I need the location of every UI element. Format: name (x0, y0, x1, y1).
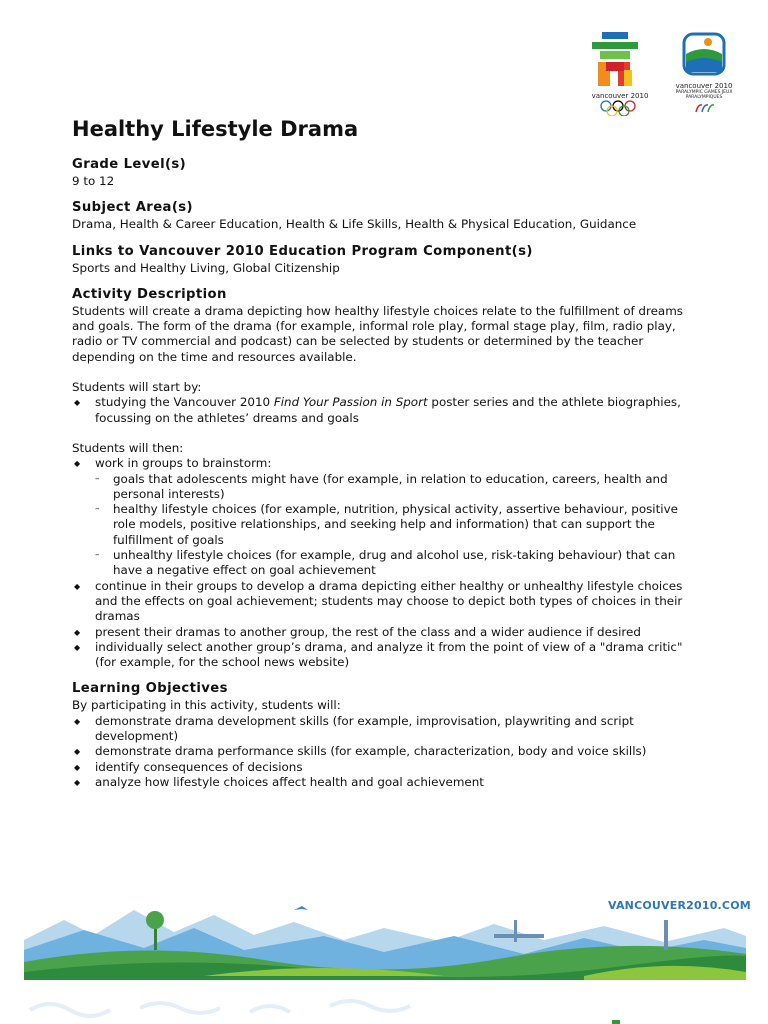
links-value: Sports and Healthy Living, Global Citizenship (72, 260, 340, 275)
links-heading: Links to Vancouver 2010 Education Program Component(s) (72, 243, 533, 259)
subject-area-value: Drama, Health & Career Education, Health & Life Skills, Health & Physical Education, Guidance (72, 217, 637, 232)
list-item: ◆ demonstrate drama development skills (for example, improvisation, playwriting and script development) (72, 714, 698, 745)
vancouver-2010-olympic-logo (584, 26, 656, 116)
start-item-text-end: poster series and the athlete biographies, focussing on the athletes’ dreams and goals (95, 395, 681, 425)
brainstorm-item: work in groups to brainstorm: (95, 456, 272, 471)
subject-area-section (72, 199, 698, 232)
activity-description-heading: Activity Description (72, 286, 227, 302)
list-item: ◆ continue in their groups to develop a drama depicting either healthy or unhealthy lifestyle choices and the effects on goal achievement; students may choose to depict both types of choices in their dramas (72, 579, 698, 625)
grade-level-heading: Grade Level(s) (72, 157, 187, 172)
grade-level-value: 9 to 12 (72, 174, 115, 188)
learning-objectives-section (72, 680, 698, 790)
objectives-list (72, 714, 698, 790)
list-item: ◆ demonstrate drama performance skills (for example, characterization, body and voice skills) (72, 744, 698, 759)
paralympic-emblem-icon (666, 26, 742, 78)
vancouver-2010-paralympic-logo (666, 26, 742, 116)
start-label: Students will start by: (72, 380, 202, 395)
inukshuk-icon (584, 26, 656, 88)
list-item: ◆ individually select another group’s drama, and analyze it from the point of view of a "drama critic" (for example, for the school news website) (72, 640, 698, 671)
start-item-text: studying the Vancouver 2010 (95, 395, 274, 410)
decorative-bottom-art (0, 990, 768, 1024)
footer-url: VANCOUVER2010.COM (608, 899, 751, 912)
then-label: Students will then: (72, 440, 184, 455)
start-list (72, 395, 698, 426)
list-item: ◆ present their dramas to another group, the rest of the class and a wider audience if desired (72, 625, 698, 640)
paralympic-agitos-icon (666, 101, 742, 115)
sub-list-item: – unhealthy lifestyle choices (for example, drug and alcohol use, risk-taking behaviour) that can have a negative effect on goal achievement (95, 548, 698, 579)
links-section (72, 243, 698, 276)
paralympic-logo-subcaption: PARALYMPIC GAMES JEUX PARALYMPIQUES (675, 90, 733, 100)
list-item: ◆ analyze how lifestyle choices affect health and goal achievement (72, 775, 698, 790)
page-title: Healthy Lifestyle Drama (72, 117, 359, 141)
lesson-content (72, 114, 698, 790)
learning-objectives-heading: Learning Objectives (72, 681, 228, 697)
activity-intro-paragraph: Students will create a drama depicting how healthy lifestyle choices relate to the fulfillment of dreams and goals. The form of the drama (for example, informal role play, formal stage play, film, radio play, radio or TV commercial and podcast) can be selected by students or determined by the teacher depending on the time and resources available. (72, 303, 683, 364)
sub-list-item: – goals that adolescents might have (for example, in relation to education, careers, health and personal interests) (95, 472, 698, 503)
landscape-illustration (24, 880, 746, 980)
activity-description-section (72, 286, 698, 671)
list-item (72, 456, 698, 578)
list-item: ◆ identify consequences of decisions (72, 760, 698, 775)
poster-series-title: Find Your Passion in Sport (273, 395, 428, 410)
sub-list-item: – healthy lifestyle choices (for example, nutrition, physical activity, assertive behaviour, positive role models, positive relationships, and seeking help and information) that can support the fulfillment of goals (95, 502, 698, 548)
olympic-logo-caption: vancouver 2010 (591, 92, 649, 100)
then-list (72, 456, 698, 670)
subject-area-heading: Subject Area(s) (72, 200, 193, 216)
paralympic-logo-caption: vancouver 2010 (675, 82, 733, 90)
grade-level-section (72, 156, 698, 189)
brainstorm-sublist (95, 472, 698, 579)
list-item (72, 395, 698, 426)
objectives-intro: By participating in this activity, students will: (72, 698, 341, 713)
